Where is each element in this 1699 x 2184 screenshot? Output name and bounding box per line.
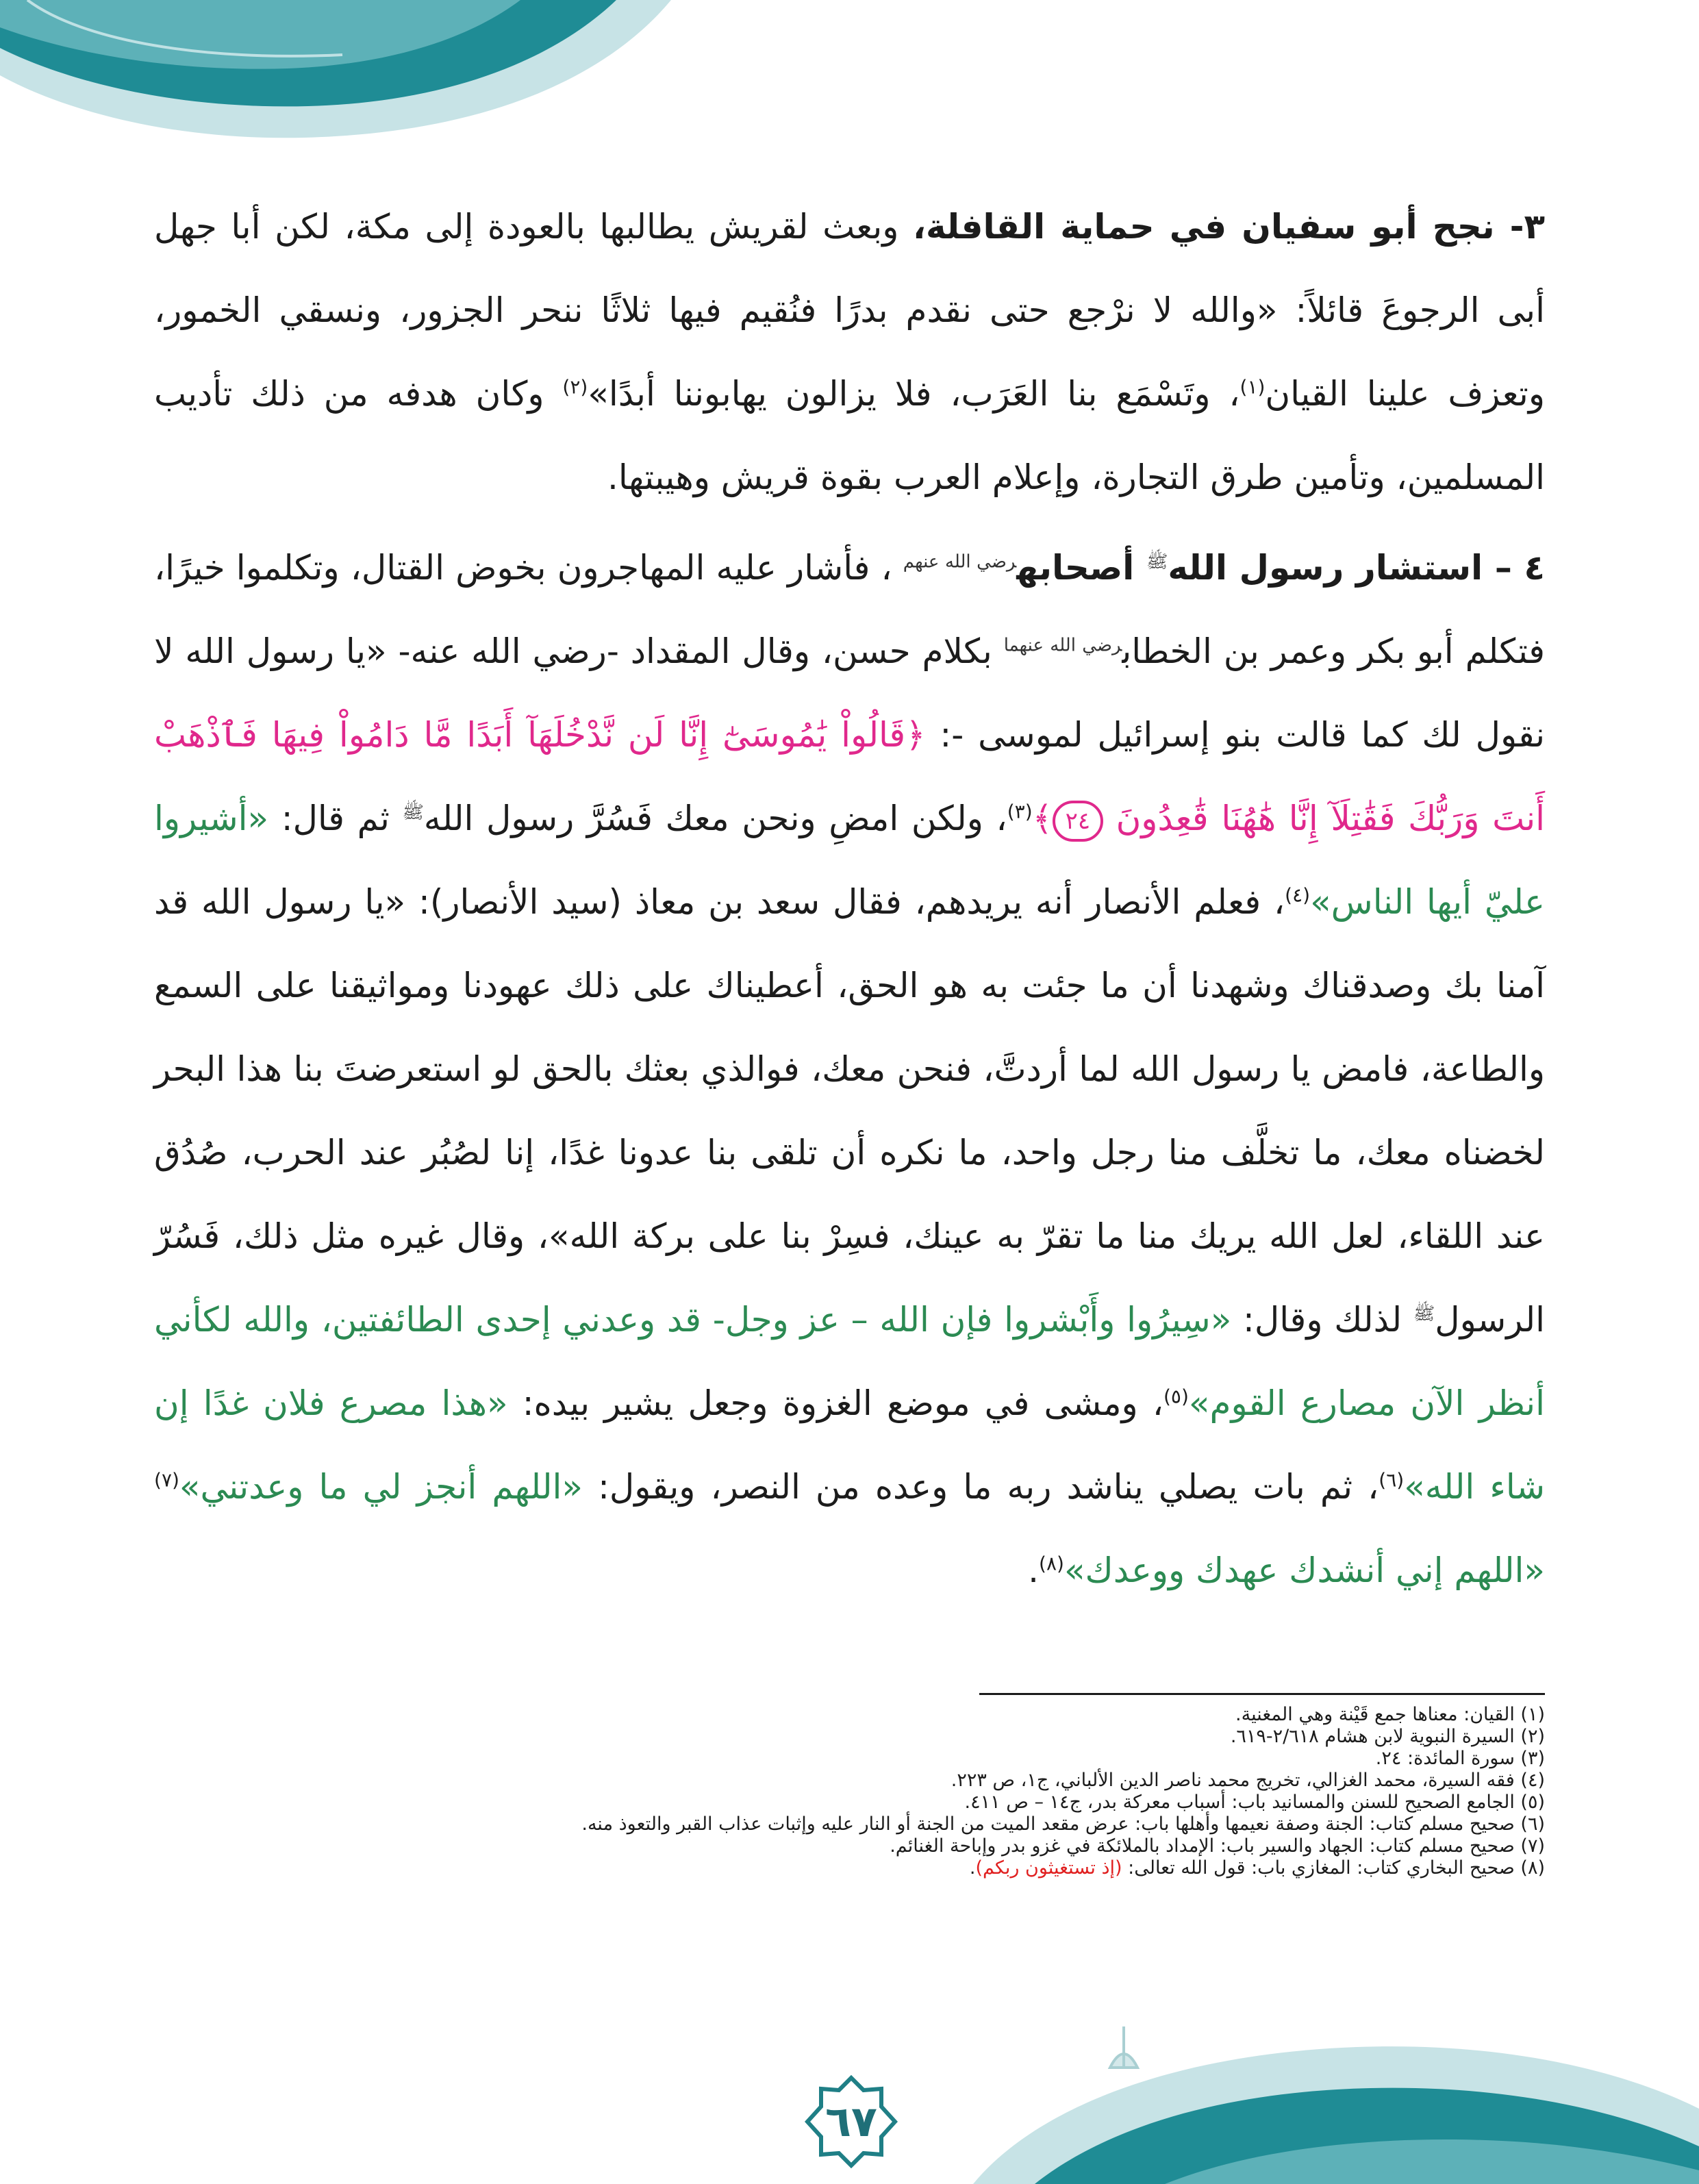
paragraph-4 [154,526,1545,1612]
footnote-1: (١) القيان: معناها جمع قَيْنة وهي المغنية. [1235,1704,1545,1725]
paragraph-4-text-6: لذلك وقال: [1231,1300,1413,1340]
footnote-7: (٧) صحيح مسلم كتاب: الجهاد والسير باب: الإمداد بالملائكة في غزو بدر وإباحة الغنائم. [890,1835,1545,1857]
paragraph-4-text-9: . [1028,1551,1040,1590]
paragraph-3-text-2: ، وتَسْمَع بنا العَرَب، فلا يزالون يهابوننا أبدًا» [588,374,1240,414]
paragraph-3 [154,185,1545,519]
footnote-5: (٥) الجامع الصحيح للسنن والمسانيد باب: أسباب معركة بدر، ج١٤ – ص ٤١١. [964,1792,1545,1813]
footnote-ref-4[interactable]: (٤) [1285,883,1311,907]
verse-number-marker: ٢٤ [1053,801,1103,842]
salawat-glyph-3: ﷺ [1413,1303,1435,1325]
quran-verse-end: ﴾ [1032,799,1053,838]
footnote-6: (٦) صحيح مسلم كتاب: الجنة وصفة نعيمها وأهلها باب: عرض مقعد الميت من الجنة أو النار عليه وإثبات عذاب القبر والتعوذ منه. [581,1813,1545,1835]
paragraph-3-text-1: وبعث لقريش يطالبها بالعودة إلى مكة، لكن أبا جهل أبى الرجوعَ قائلاً: «والله لا نرْجع حتى نقدم بدرًا فنُقيم فيها ثلاثًا ننحر الجزور، ونسقي الخمور، وتعزف علينا القيان [154,207,1545,414]
footnote-ref-1[interactable]: (١) [1239,375,1266,399]
footnote-separator [979,1693,1545,1695]
page-number-badge [805,2075,898,2168]
paragraph-3-heading: ٣- نجح أبو سفيان في حماية القافلة، [912,207,1545,247]
footnote-4: (٤) فقه السيرة، محمد الغزالي، تخريج محمد ناصر الدين الألباني، ج١، ص ٢٢٣. [951,1770,1545,1791]
footnote-2: (٢) السيرة النبوية لابن هشام ٢/٦١٨-٦١٩. [1230,1726,1545,1747]
quran-verse: ﴿قَالُواْ يَٰمُوسَىٰٓ إِنَّا لَن نَّدْخُلَهَآ أَبَدًا مَّا دَامُواْ فِيهَا فَٱذْهَبْ أَنتَ وَرَبُّكَ فَقَٰتِلَآ إِنَّا هَٰهُنَا قَٰعِدُونَ [154,715,1546,838]
paragraph-4-text-3: ، ولكن امضِ ونحن معك فَسُرَّ رسول الله [423,799,1007,838]
paragraph-4-text-8: ، ثم بات يصلي يناشد ربه ما وعده من النصر، ويقول: [582,1467,1379,1507]
footnote-ref-2[interactable]: (٢) [562,375,588,399]
salawat-glyph-1: ﷺ [1146,551,1168,573]
paragraph-4-text-4: ثم قال: [268,799,403,838]
paragraph-4-heading-1: ٤ – استشار رسول الله [1168,548,1546,588]
paragraph-4-text-1: ، فأشار عليه المهاجرون بخوض القتال، وتكلموا خيرًا، فتكلم أبو بكر وعمر بن الخطاب [154,548,1545,671]
hadith-quote-2: «سِيرُوا وأَبْشروا فإن الله – عز وجل- قد وعدني إحدى الطائفتين، والله لكأني أنظر الآن مصارع القوم» [154,1300,1545,1423]
paragraph-4-heading-2: أصحابه [1016,548,1146,588]
hadith-quote-4: «اللهم أنجز لي ما وعدتني» [179,1467,583,1507]
paragraph-4-text-7: ، ومشى في موضع الغزوة وجعل يشير بيده: [507,1383,1163,1423]
hadith-quote-1: «أشيروا عليّ أيها الناس» [154,799,1545,922]
bottom-right-corner-ornament [973,2026,1699,2184]
salawat-glyph-2: ﷺ [402,802,424,823]
radiya-glyph-1: رضي الله عنهم [903,551,1017,573]
radiya-glyph-2: رضي الله عنهما [1003,635,1122,656]
footnote-ref-7[interactable]: (٧) [154,1468,179,1492]
top-left-corner-ornament [0,0,671,158]
paragraph-3-text-3: وكان هدفه من ذلك تأديب المسلمين، وتأمين طرق التجارة، وإعلام العرب بقوة قريش وهيبتها. [154,374,1545,497]
footnote-8-text: (٨) صحيح البخاري كتاب: المغازي باب: قول الله تعالى: [1122,1857,1545,1879]
footnote-8-end: . [969,1857,976,1879]
footnote-ref-3[interactable]: (٣) [1007,800,1033,823]
paragraph-4-text-5: ، فعلم الأنصار أنه يريدهم، فقال سعد بن معاذ (سيد الأنصار): «يا رسول الله قد آمنا بك وصدقناك وشهدنا أن ما جئت به هو الحق، أعطيناك على ذلك عهودنا ومواثيقنا على السمع والطاعة، فامض يا رسول الله لما أردتَّ، فنحن معك، فوالذي بعثك بالحق لو استعرضتَ بنا هذا البحر لخضناه معك، ما تخلَّف منا رجل واحد، ما نكره أن تلقى بنا عدونا غدًا، إنا لصُبُر عند الحرب، صُدُق عند اللقاء، لعل الله يريك منا ما تقرّ به عينك، فسِرْ بنا على بركة الله»، وقال غيره مثل ذلك، فَسُرّ الرسول [154,882,1546,1340]
footnote-ref-6[interactable]: (٦) [1379,1468,1405,1492]
footnote-3: (٣) سورة المائدة: ٢٤. [1375,1748,1545,1769]
hadith-quote-5: «اللهم إني أنشدك عهدك ووعدك» [1064,1551,1545,1590]
paragraph-4-text-2: بكلام حسن، وقال المقداد -رضي الله عنه- «يا رسول الله لا نقول لك كما قالت بنو إسرائيل لموسى -: [154,631,1545,755]
footnotes [154,1704,1545,1879]
page-number: ٦٧ [825,2096,877,2146]
footnote-ref-8[interactable]: (٨) [1039,1552,1064,1575]
footnote-8 [154,1857,1545,1879]
hadith-quote-3: «هذا مصرع فلان غدًا إن شاء الله» [154,1383,1545,1507]
main-text [154,185,1545,1619]
footnote-8-quote: (إذ تستغيثون ربكم) [975,1857,1122,1879]
footnote-ref-5[interactable]: (٥) [1163,1385,1189,1408]
